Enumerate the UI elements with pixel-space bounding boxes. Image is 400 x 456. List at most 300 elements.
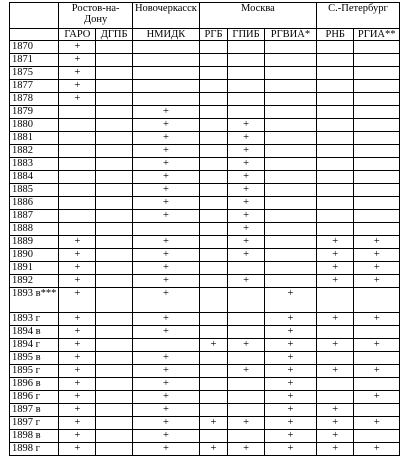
year-cell: 1887 (10, 210, 59, 223)
mark-cell: + (228, 417, 265, 430)
year-cell: 1889 (10, 236, 59, 249)
table-row (10, 249, 400, 262)
mark-cell: + (59, 391, 96, 404)
mark-cell: + (59, 326, 96, 339)
mark-cell (354, 41, 400, 54)
mark-cell: + (59, 352, 96, 365)
mark-cell: + (264, 404, 316, 417)
archive-table-container (9, 2, 400, 456)
mark-cell (316, 391, 353, 404)
mark-cell (96, 210, 133, 223)
year-cell: 1884 (10, 171, 59, 184)
table-row (10, 275, 400, 288)
mark-cell: + (264, 339, 316, 352)
mark-cell (96, 132, 133, 145)
mark-cell (264, 132, 316, 145)
mark-cell: + (264, 430, 316, 443)
mark-cell (264, 236, 316, 249)
mark-cell: + (354, 262, 400, 275)
table-row (10, 430, 400, 443)
mark-cell (264, 223, 316, 236)
mark-cell (199, 93, 227, 106)
year-cell: 1880 (10, 119, 59, 132)
year-cell: 1898 в (10, 430, 59, 443)
mark-cell: + (132, 275, 199, 288)
mark-cell (354, 430, 400, 443)
year-cell: 1888 (10, 223, 59, 236)
mark-cell (354, 80, 400, 93)
mark-cell: + (264, 417, 316, 430)
mark-cell (132, 339, 199, 352)
mark-cell (199, 210, 227, 223)
year-cell: 1892 (10, 275, 59, 288)
mark-cell (96, 158, 133, 171)
mark-cell (199, 184, 227, 197)
mark-cell (199, 365, 227, 378)
mark-cell: + (132, 352, 199, 365)
mark-cell: + (354, 236, 400, 249)
mark-cell (264, 93, 316, 106)
mark-cell (96, 171, 133, 184)
table-row (10, 236, 400, 249)
mark-cell (354, 54, 400, 67)
year-cell: 1896 г (10, 391, 59, 404)
mark-cell: + (354, 339, 400, 352)
table-row (10, 93, 400, 106)
column-header-rgia: РГИА** (354, 29, 400, 41)
mark-cell (59, 184, 96, 197)
mark-cell: + (132, 132, 199, 145)
mark-cell (96, 313, 133, 326)
table-row (10, 313, 400, 326)
mark-cell (199, 132, 227, 145)
mark-cell: + (264, 365, 316, 378)
mark-cell (228, 262, 265, 275)
mark-cell (354, 93, 400, 106)
mark-cell (132, 41, 199, 54)
mark-cell: + (132, 430, 199, 443)
mark-cell: + (132, 119, 199, 132)
mark-cell: + (228, 158, 265, 171)
year-cell: 1882 (10, 145, 59, 158)
year-cell: 1870 (10, 41, 59, 54)
mark-cell (228, 391, 265, 404)
mark-cell: + (59, 54, 96, 67)
mark-cell: + (316, 430, 353, 443)
mark-cell: + (316, 249, 353, 262)
mark-cell (199, 41, 227, 54)
mark-cell (96, 288, 133, 313)
mark-cell (316, 352, 353, 365)
mark-cell (228, 80, 265, 93)
mark-cell (96, 145, 133, 158)
mark-cell: + (59, 404, 96, 417)
mark-cell (96, 262, 133, 275)
mark-cell: + (132, 391, 199, 404)
mark-cell (96, 391, 133, 404)
mark-cell (96, 339, 133, 352)
mark-cell (96, 67, 133, 80)
mark-cell: + (59, 67, 96, 80)
mark-cell: + (264, 288, 316, 313)
mark-cell: + (228, 197, 265, 210)
mark-cell (316, 378, 353, 391)
mark-cell (354, 171, 400, 184)
mark-cell (316, 288, 353, 313)
mark-cell: + (59, 41, 96, 54)
mark-cell (96, 106, 133, 119)
mark-cell (96, 443, 133, 456)
mark-cell (354, 158, 400, 171)
mark-cell (96, 223, 133, 236)
mark-cell: + (59, 249, 96, 262)
mark-cell: + (132, 326, 199, 339)
mark-cell (199, 171, 227, 184)
mark-cell: + (228, 210, 265, 223)
table-row (10, 158, 400, 171)
mark-cell: + (354, 313, 400, 326)
year-cell: 1893 г (10, 313, 59, 326)
mark-cell (316, 145, 353, 158)
mark-cell: + (228, 365, 265, 378)
mark-cell: + (228, 119, 265, 132)
mark-cell: + (59, 443, 96, 456)
year-cell: 1893 в*** (10, 288, 59, 313)
group-header-moscow: Москва (199, 3, 316, 29)
mark-cell (228, 288, 265, 313)
mark-cell (316, 67, 353, 80)
mark-cell: + (316, 443, 353, 456)
mark-cell: + (228, 275, 265, 288)
mark-cell (354, 223, 400, 236)
mark-cell: + (59, 288, 96, 313)
mark-cell: + (59, 313, 96, 326)
mark-cell: + (132, 210, 199, 223)
mark-cell (96, 430, 133, 443)
mark-cell (228, 54, 265, 67)
mark-cell (59, 223, 96, 236)
mark-cell (132, 80, 199, 93)
table-row (10, 365, 400, 378)
mark-cell (316, 223, 353, 236)
mark-cell: + (132, 443, 199, 456)
mark-cell: + (228, 132, 265, 145)
mark-cell (132, 67, 199, 80)
mark-cell (199, 288, 227, 313)
mark-cell: + (264, 352, 316, 365)
mark-cell (96, 93, 133, 106)
mark-cell: + (228, 443, 265, 456)
mark-cell: + (316, 236, 353, 249)
mark-cell: + (354, 417, 400, 430)
mark-cell: + (59, 365, 96, 378)
mark-cell (264, 158, 316, 171)
mark-cell (316, 158, 353, 171)
mark-cell (354, 288, 400, 313)
mark-cell (199, 119, 227, 132)
mark-cell (59, 210, 96, 223)
mark-cell (264, 67, 316, 80)
mark-cell: + (132, 249, 199, 262)
mark-cell (316, 184, 353, 197)
table-row (10, 132, 400, 145)
mark-cell: + (354, 391, 400, 404)
mark-cell: + (228, 223, 265, 236)
mark-cell: + (264, 326, 316, 339)
mark-cell (264, 106, 316, 119)
mark-cell: + (354, 249, 400, 262)
mark-cell (96, 378, 133, 391)
mark-cell (228, 41, 265, 54)
table-row (10, 210, 400, 223)
mark-cell (199, 236, 227, 249)
mark-cell: + (132, 417, 199, 430)
mark-cell: + (316, 313, 353, 326)
mark-cell: + (59, 262, 96, 275)
mark-cell (199, 275, 227, 288)
table-row (10, 119, 400, 132)
mark-cell (96, 352, 133, 365)
mark-cell (354, 378, 400, 391)
header-corner-cell (10, 3, 59, 29)
mark-cell (316, 41, 353, 54)
mark-cell (264, 145, 316, 158)
mark-cell (96, 41, 133, 54)
table-row (10, 352, 400, 365)
mark-cell (96, 404, 133, 417)
mark-cell (199, 313, 227, 326)
mark-cell (316, 106, 353, 119)
mark-cell (96, 249, 133, 262)
column-header-rnb: РНБ (316, 29, 353, 41)
mark-cell: + (228, 184, 265, 197)
mark-cell (199, 80, 227, 93)
table-row (10, 417, 400, 430)
mark-cell: + (228, 145, 265, 158)
mark-cell (96, 184, 133, 197)
mark-cell (316, 210, 353, 223)
mark-cell: + (228, 236, 265, 249)
mark-cell (264, 275, 316, 288)
mark-cell (316, 326, 353, 339)
year-cell: 1894 в (10, 326, 59, 339)
mark-cell (228, 106, 265, 119)
mark-cell (96, 236, 133, 249)
mark-cell (264, 171, 316, 184)
mark-cell (316, 80, 353, 93)
mark-cell (199, 197, 227, 210)
mark-cell: + (59, 236, 96, 249)
mark-cell (199, 378, 227, 391)
table-body (10, 41, 400, 456)
mark-cell (96, 365, 133, 378)
column-header-nmidk: НМИДК (132, 29, 199, 41)
mark-cell (228, 352, 265, 365)
year-cell: 1871 (10, 54, 59, 67)
mark-cell: + (316, 365, 353, 378)
mark-cell: + (264, 391, 316, 404)
mark-cell: + (132, 262, 199, 275)
mark-cell: + (132, 106, 199, 119)
mark-cell (96, 417, 133, 430)
year-cell: 1878 (10, 93, 59, 106)
mark-cell (132, 54, 199, 67)
mark-cell (199, 430, 227, 443)
mark-cell: + (132, 365, 199, 378)
mark-cell (354, 132, 400, 145)
mark-cell: + (228, 249, 265, 262)
year-cell: 1897 г (10, 417, 59, 430)
mark-cell (199, 404, 227, 417)
mark-cell (316, 132, 353, 145)
mark-cell: + (316, 339, 353, 352)
mark-cell: + (354, 365, 400, 378)
header-column-row (10, 29, 400, 41)
mark-cell: + (59, 93, 96, 106)
column-header-dgpb: ДГПБ (96, 29, 133, 41)
year-cell: 1894 г (10, 339, 59, 352)
group-header-novocherkassk: Новочеркасск (132, 3, 199, 29)
mark-cell (316, 171, 353, 184)
year-cell: 1896 в (10, 378, 59, 391)
table-row (10, 54, 400, 67)
mark-cell: + (354, 443, 400, 456)
mark-cell: + (132, 378, 199, 391)
mark-cell (354, 197, 400, 210)
year-cell: 1877 (10, 80, 59, 93)
mark-cell (228, 93, 265, 106)
mark-cell (199, 352, 227, 365)
mark-cell (354, 352, 400, 365)
mark-cell (132, 223, 199, 236)
mark-cell: + (199, 339, 227, 352)
year-cell: 1895 в (10, 352, 59, 365)
mark-cell (59, 132, 96, 145)
mark-cell: + (132, 171, 199, 184)
mark-cell: + (132, 197, 199, 210)
table-row (10, 223, 400, 236)
table-row (10, 171, 400, 184)
mark-cell: + (59, 275, 96, 288)
mark-cell: + (264, 378, 316, 391)
table-row (10, 288, 400, 313)
mark-cell (132, 93, 199, 106)
mark-cell (264, 197, 316, 210)
table-row (10, 326, 400, 339)
mark-cell: + (132, 158, 199, 171)
year-cell: 1879 (10, 106, 59, 119)
mark-cell (264, 262, 316, 275)
table-row (10, 80, 400, 93)
archive-availability-table (9, 2, 400, 456)
mark-cell: + (199, 443, 227, 456)
mark-cell (96, 54, 133, 67)
mark-cell (228, 404, 265, 417)
mark-cell (264, 249, 316, 262)
year-cell: 1890 (10, 249, 59, 262)
mark-cell (264, 80, 316, 93)
mark-cell (199, 262, 227, 275)
year-cell: 1886 (10, 197, 59, 210)
year-cell: 1883 (10, 158, 59, 171)
mark-cell: + (228, 171, 265, 184)
group-header-rostov: Ростов-на-Дону (59, 3, 133, 29)
mark-cell (96, 119, 133, 132)
mark-cell (264, 184, 316, 197)
mark-cell (264, 41, 316, 54)
mark-cell (228, 313, 265, 326)
mark-cell (316, 119, 353, 132)
mark-cell (59, 171, 96, 184)
mark-cell (199, 249, 227, 262)
mark-cell (59, 158, 96, 171)
column-header-gpib: ГПИБ (228, 29, 265, 41)
table-row (10, 443, 400, 456)
mark-cell: + (316, 275, 353, 288)
mark-cell (96, 80, 133, 93)
year-cell: 1895 г (10, 365, 59, 378)
mark-cell: + (199, 417, 227, 430)
mark-cell: + (59, 430, 96, 443)
mark-cell: + (132, 145, 199, 158)
mark-cell: + (316, 262, 353, 275)
mark-cell: + (354, 275, 400, 288)
table-row (10, 404, 400, 417)
mark-cell (264, 54, 316, 67)
mark-cell (228, 430, 265, 443)
mark-cell (354, 184, 400, 197)
mark-cell (199, 391, 227, 404)
mark-cell (96, 275, 133, 288)
table-row (10, 197, 400, 210)
table-row (10, 378, 400, 391)
mark-cell: + (132, 184, 199, 197)
group-header-spb: С.-Петербург (316, 3, 399, 29)
header-year-cell (10, 29, 59, 41)
mark-cell (199, 158, 227, 171)
mark-cell (354, 326, 400, 339)
year-cell: 1881 (10, 132, 59, 145)
mark-cell (59, 197, 96, 210)
mark-cell: + (316, 404, 353, 417)
mark-cell (264, 210, 316, 223)
mark-cell (199, 326, 227, 339)
mark-cell: + (59, 339, 96, 352)
table-row (10, 41, 400, 54)
mark-cell: + (132, 404, 199, 417)
header-group-row (10, 3, 400, 29)
mark-cell (199, 67, 227, 80)
mark-cell (354, 106, 400, 119)
year-cell: 1875 (10, 67, 59, 80)
mark-cell: + (264, 313, 316, 326)
mark-cell (354, 67, 400, 80)
column-header-garo: ГАРО (59, 29, 96, 41)
mark-cell (96, 197, 133, 210)
table-row (10, 106, 400, 119)
table-row (10, 339, 400, 352)
mark-cell (199, 145, 227, 158)
mark-cell (354, 145, 400, 158)
mark-cell (59, 145, 96, 158)
table-row (10, 262, 400, 275)
mark-cell (264, 119, 316, 132)
mark-cell (354, 119, 400, 132)
mark-cell (228, 378, 265, 391)
table-row (10, 391, 400, 404)
mark-cell: + (316, 417, 353, 430)
column-header-rgvia: РГВИА* (264, 29, 316, 41)
